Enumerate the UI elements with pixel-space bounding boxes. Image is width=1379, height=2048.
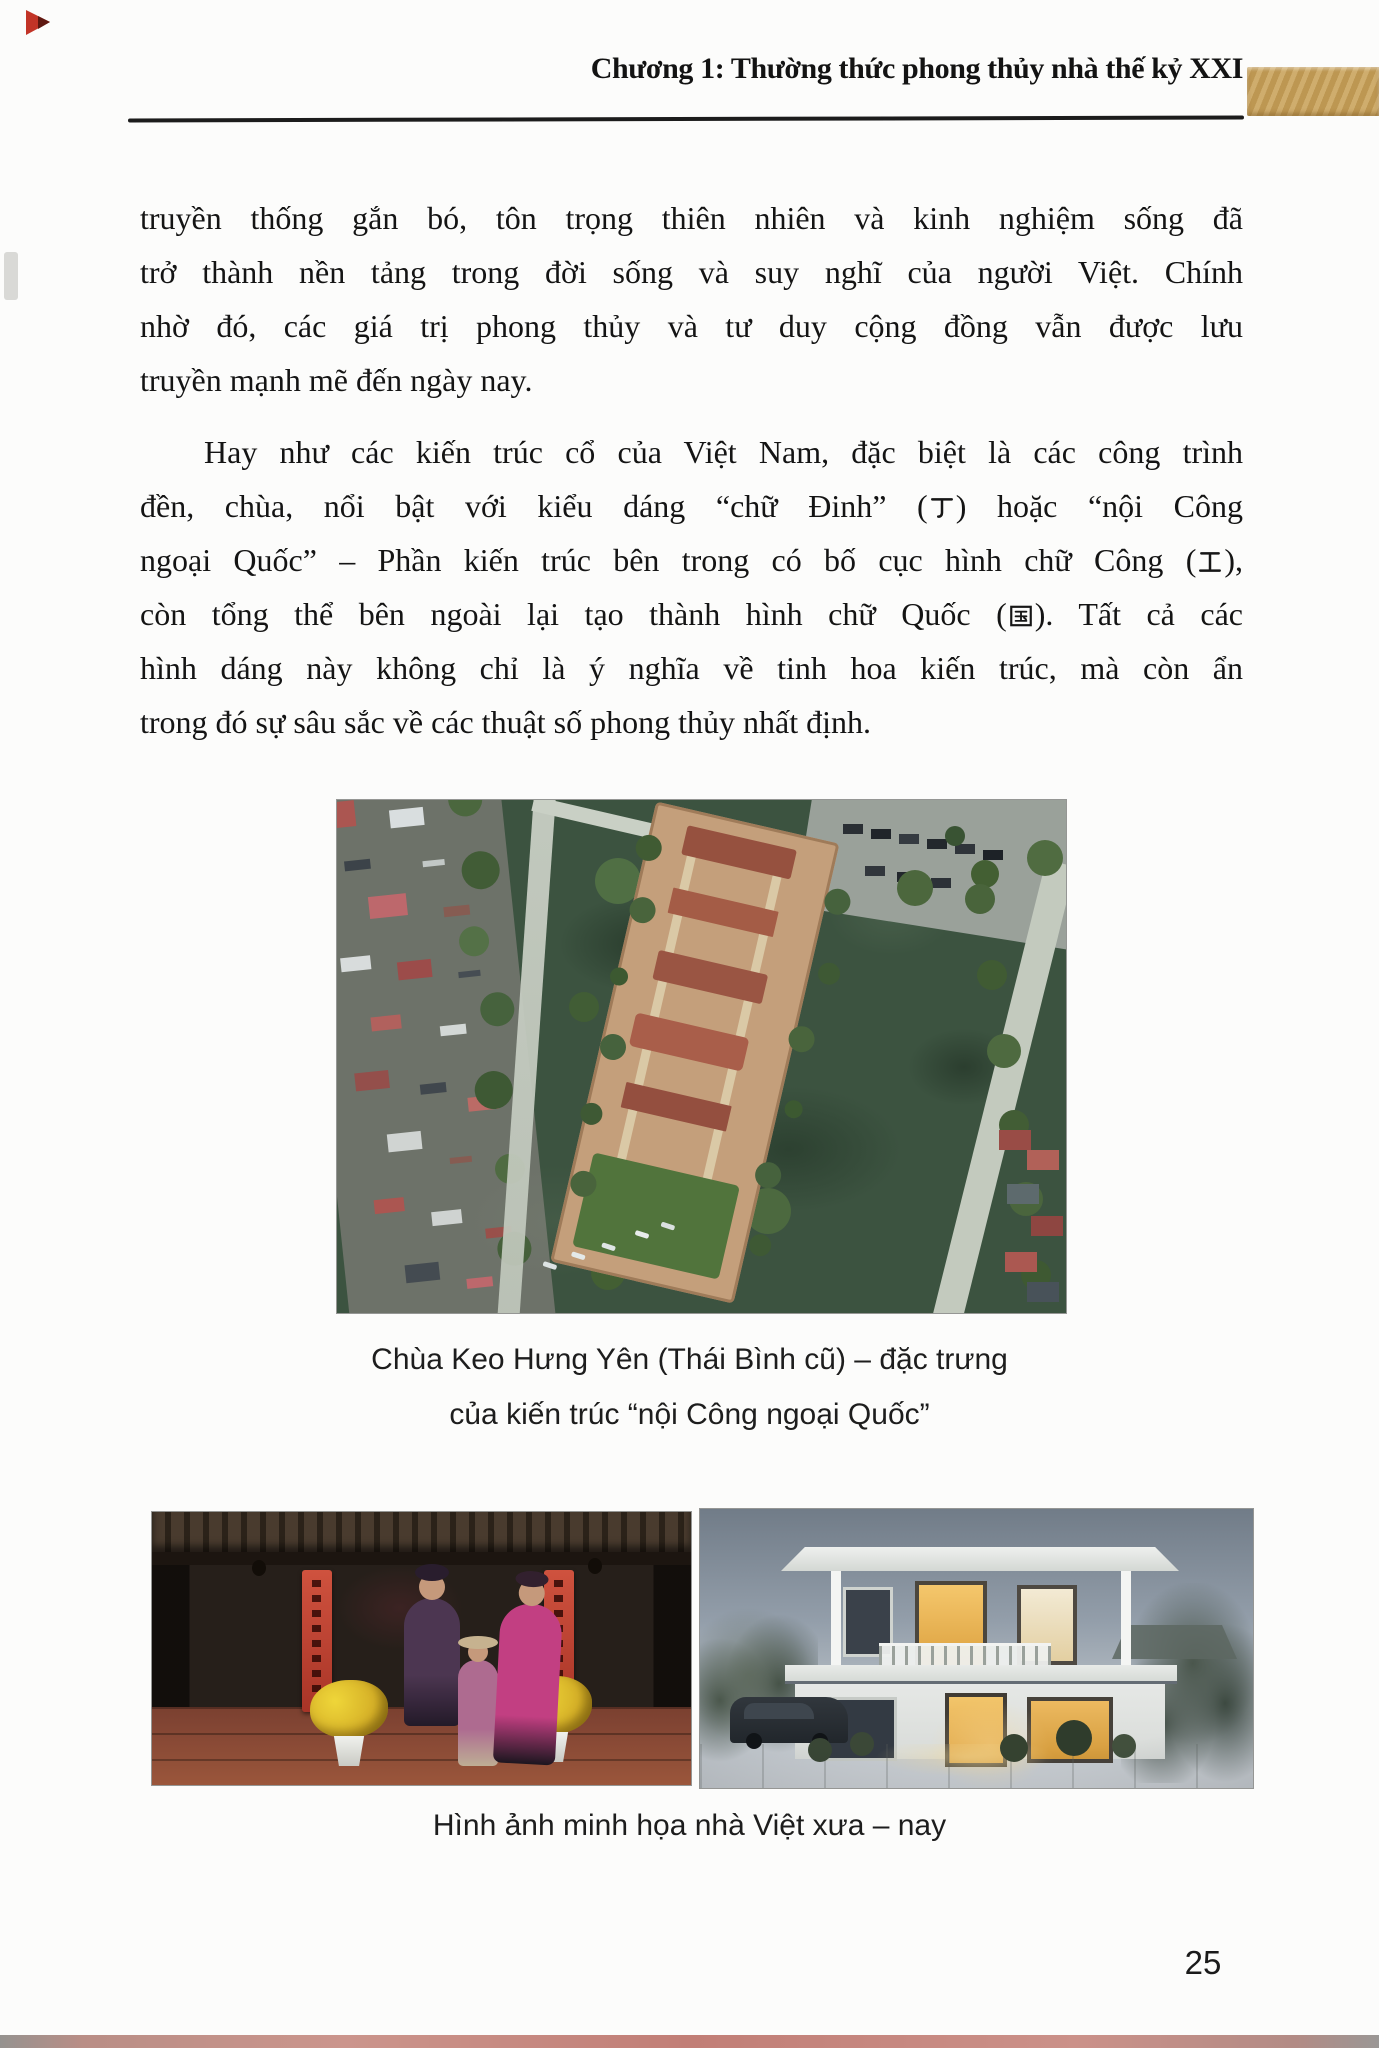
aerial-photo-caption	[0, 1332, 1379, 1442]
village-rooftops	[337, 800, 356, 830]
scan-edge-strip	[0, 2035, 1379, 2048]
text-line: trở thành nền tảng trong đời sống và suy nghĩ của người Việt. Chính	[140, 254, 1243, 290]
text-line	[140, 587, 1243, 641]
temple-complex	[491, 800, 894, 1313]
text-segment: ). Tất cả các	[1034, 596, 1244, 632]
header-rule	[128, 116, 1244, 123]
han-character-cong-icon	[1197, 549, 1223, 575]
text-line: nhờ đó, các giá trị phong thủy và tư duy cộng đồng vẫn được lưu	[140, 308, 1243, 344]
text-line	[140, 533, 1243, 587]
text-segment: ) hoặc “nội Công	[955, 488, 1244, 524]
woman-in-purple-ao-dai	[404, 1598, 460, 1726]
photo-vignette	[700, 1509, 1253, 1788]
photo-modern-house	[700, 1509, 1253, 1788]
woman-in-pink-ao-dai	[493, 1602, 563, 1765]
gold-band-decoration	[1247, 67, 1379, 116]
village-trees	[447, 800, 484, 818]
photo-traditional-house	[152, 1512, 691, 1785]
roof-shadow	[152, 1552, 691, 1565]
text-segment: ngoại Quốc” – Phần kiến trúc bên trong có bố cục hình chữ Công (	[140, 542, 1197, 578]
han-character-quoc-icon	[1008, 603, 1034, 629]
photo-pair-caption: Hình ảnh minh họa nhà Việt xưa – nay	[432, 1809, 947, 1842]
child-figure	[458, 1660, 498, 1766]
roadside-trees	[965, 884, 995, 914]
text-segment: đền, chùa, nổi bật với kiểu dáng “chữ Đinh” (	[140, 488, 928, 524]
lantern	[252, 1560, 266, 1576]
text-line: truyền mạnh mẽ đến ngày nay.	[140, 362, 533, 398]
corner-marker-icon	[24, 8, 54, 38]
paragraph-1	[140, 191, 1243, 407]
paragraph-2	[140, 425, 1243, 749]
caption-line: của kiến trúc “nội Công ngoại Quốc”	[449, 1398, 930, 1431]
tiled-roof	[152, 1512, 691, 1552]
han-character-dinh-icon	[929, 495, 955, 521]
text-segment: ),	[1224, 542, 1243, 578]
aerial-photo-chua-keo	[337, 800, 1066, 1313]
scan-artifact	[4, 252, 18, 300]
text-line: trong đó sự sâu sắc về các thuật số phong thủy nhất định.	[140, 704, 871, 740]
chrysanthemum-pot	[310, 1680, 388, 1738]
chapter-header-title: Chương 1: Thường thức phong thủy nhà thế kỷ XXI	[590, 52, 1243, 85]
parking-trees	[897, 870, 933, 906]
page-number: 25	[1184, 1944, 1222, 1981]
text-line: hình dáng này không chỉ là ý nghĩa về tinh hoa kiến trúc, mà còn ẩn	[140, 650, 1243, 686]
parked-cars	[843, 824, 863, 834]
text-segment: còn tổng thể bên ngoài lại tạo thành hình chữ Quốc (	[140, 596, 1007, 632]
right-rooftops	[999, 1130, 1031, 1150]
caption-line: Chùa Keo Hưng Yên (Thái Bình cũ) – đặc trưng	[371, 1343, 1008, 1376]
text-line	[140, 479, 1243, 533]
body-text	[140, 191, 1243, 749]
text-line: Hay như các kiến trúc cổ của Việt Nam, đặc biệt là các công trình	[204, 434, 1243, 470]
lantern	[588, 1558, 602, 1574]
text-line: truyền thống gắn bó, tôn trọng thiên nhiên và kinh nghiệm sống đã	[140, 200, 1243, 236]
